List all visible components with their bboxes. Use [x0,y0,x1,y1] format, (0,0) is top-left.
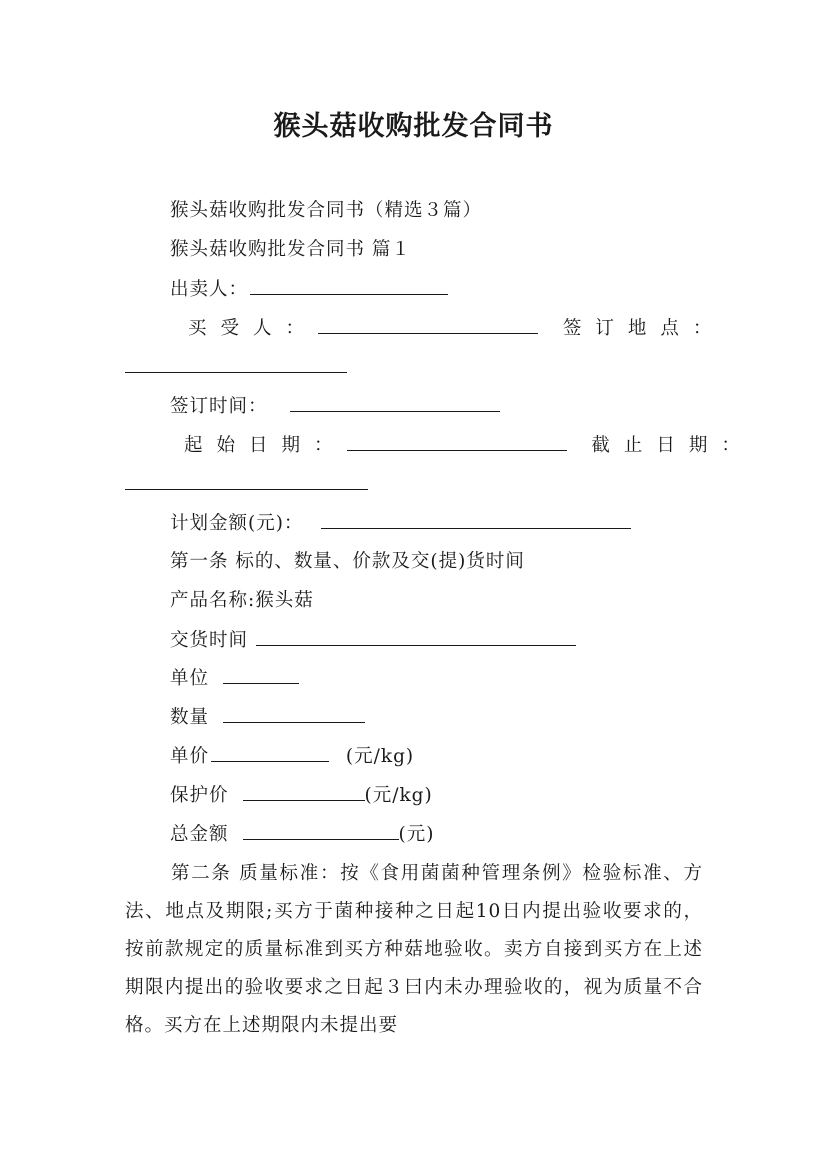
end-date-row [125,471,368,498]
seller-label: 出卖人： [170,279,249,300]
delivery-time-row [170,627,576,654]
quantity-label: 数量 [170,707,210,728]
unit-price-field[interactable] [211,743,329,762]
quantity-field[interactable] [223,704,365,723]
unit-field[interactable] [223,665,299,684]
protect-price-row [170,782,433,809]
total-amount-field[interactable] [243,821,399,840]
unit-row [170,665,299,692]
sign-time-row [170,393,500,420]
end-date-label: 截止日期： [591,435,754,456]
section-heading: 猴头菇收购批发合同书 篇１ [170,239,411,260]
total-amount-row [170,821,434,848]
buyer-row [188,315,725,342]
unit-price-label: 单价 [170,746,210,767]
total-amount-suffix: (元) [398,824,435,845]
end-date-field[interactable] [125,471,368,490]
plan-amount-label: 计划金额(元)： [170,513,304,534]
unit-price-row [170,743,414,770]
sign-place-row [125,354,347,381]
total-amount-label: 总金额 [170,824,229,845]
delivery-time-field[interactable] [256,627,576,646]
document-subtitle: 猴头菇收购批发合同书（精选３篇） [170,200,483,221]
sign-time-label: 签订时间： [170,396,268,417]
article2-paragraph: 第二条 质量标准：按《食用菌菌种管理条例》检验标准、方法、地点及期限;买方于菌种接种之日起10日内提出验收要求的，按前款规定的质量标准到买方种菇地验收。卖方自接到买方在上述期限内提出的验收要求之日起３曰内未办理验收的，视为质量不合格。买方在上述期限内未提出要 [125,863,703,1036]
buyer-field[interactable] [318,315,538,334]
sign-place-label: 签订地点： [562,318,726,339]
sign-place-field[interactable] [125,354,347,373]
plan-amount-row [170,510,631,537]
document-title: 猴头菇收购批发合同书 [273,111,554,142]
protect-price-suffix: (元/kg) [364,785,433,806]
protect-price-label: 保护价 [170,785,229,806]
start-date-field[interactable] [347,432,567,451]
article1-heading: 第一条 标的、数量、价款及交(提)货时间 [170,551,525,572]
product-name: 产品名称:猴头菇 [170,590,314,611]
unit-price-suffix: (元/kg) [345,746,415,767]
protect-price-field[interactable] [243,782,365,801]
seller-field[interactable] [250,276,448,295]
plan-amount-field[interactable] [321,510,631,529]
seller-row [170,276,448,303]
delivery-time-label: 交货时间 [170,630,249,651]
unit-label: 单位 [170,668,210,689]
sign-time-field[interactable] [290,393,500,412]
quantity-row [170,704,365,731]
start-date-row [184,432,754,459]
start-date-label: 起始日期： [184,435,347,456]
buyer-label: 买受人： [188,318,319,339]
